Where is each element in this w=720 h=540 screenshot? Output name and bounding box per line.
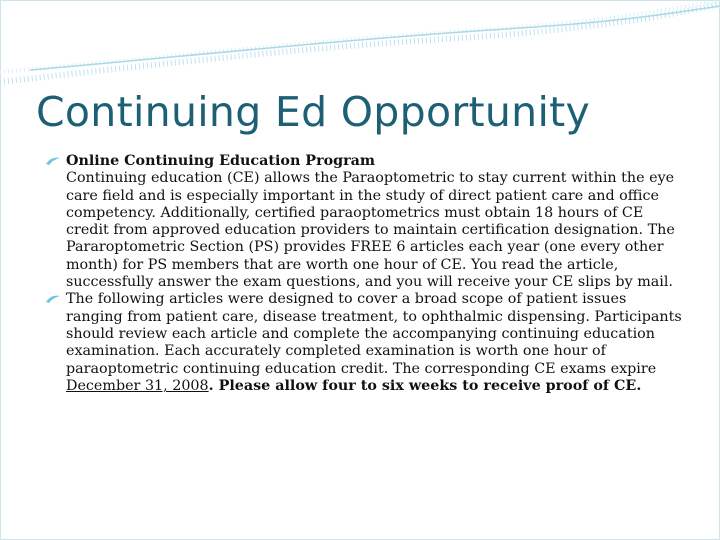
slide-content (44, 153, 684, 395)
header-wave-decoration (0, 0, 720, 90)
bullet-item-articles (44, 291, 684, 395)
swoosh-bullet-icon (45, 294, 61, 304)
bullet-body-text: The following articles were designed to cover a broad scope of patient issues ranging from patient care, disease treatment, to ophthalmic dispensing. Participants should review each article and complete the accompanying continuing education examination. Each accurately completed examination is worth one hour of paraoptometric continuing education credit. The corresponding CE exams expire (66, 291, 682, 377)
expiry-date: December 31, 2008 (66, 377, 209, 394)
closing-note: . Please allow four to six weeks to receive proof of CE. (208, 377, 642, 394)
bullet-item-online-program (44, 153, 684, 291)
bullet-heading: Online Continuing Education Program (66, 153, 376, 169)
swoosh-bullet-icon (45, 156, 61, 166)
bullet-body-text: Continuing education (CE) allows the Paraoptometric to stay current within the eye care field and is especially important in the study of direct patient care and office competency. Additionally, certified paraoptometrics must obtain 18 hours of CE credit from approved education providers to maintain certification designation. The Pararoptometric Section (PS) provides FREE 6 articles each year (one every other month) for PS members that are worth one hour of CE. You read the article, successfully answer the exam questions, and you will receive your CE slips by mail. (66, 170, 675, 291)
slide-title: Continuing Ed Opportunity (36, 88, 591, 136)
